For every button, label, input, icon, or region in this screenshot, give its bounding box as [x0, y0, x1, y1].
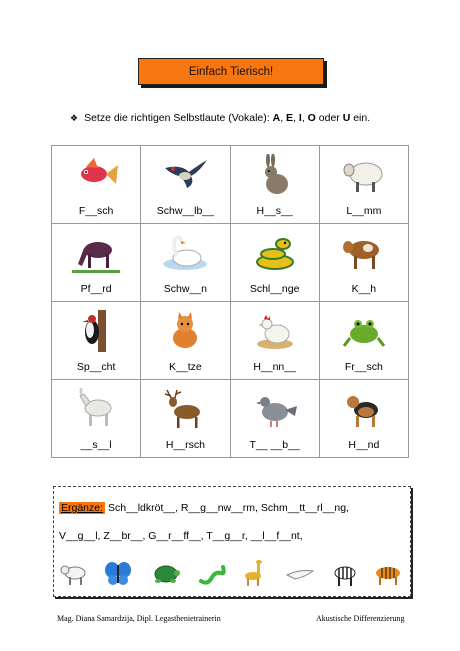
giraffe-icon — [241, 559, 271, 587]
vowel-a: A — [272, 112, 281, 124]
snake-icon — [251, 232, 299, 274]
word-gap: H__rsch — [165, 439, 205, 451]
bird-icon — [285, 559, 315, 587]
pigeon-icon — [251, 388, 299, 430]
cow-icon — [59, 559, 89, 587]
word-gap: K__tze — [169, 361, 202, 373]
word-gap: Fr__sch — [344, 361, 383, 373]
footer-author: Mag. Diana Samardzija, Dipl. Legasthenietrainerin — [57, 614, 221, 623]
word-gap: T__ __b__ — [249, 439, 300, 451]
vowel-i: I — [298, 112, 302, 124]
grid-cell — [319, 146, 408, 224]
sheep-icon — [340, 154, 388, 196]
cat-icon — [161, 310, 209, 352]
dog-icon — [340, 388, 388, 430]
ergaenze-line-1 — [59, 502, 349, 514]
tiger-icon — [373, 559, 403, 587]
grid-cell — [319, 302, 408, 380]
grid-cell — [230, 380, 319, 458]
hen-icon — [251, 310, 299, 352]
word-gap: H__nd — [348, 439, 380, 451]
grid-cell — [319, 224, 408, 302]
ergaenze-words-2: V__g__l, Z__br__, G__r__ff__, T__g__r, __l__f__nt, — [59, 530, 303, 542]
grid-row — [52, 302, 409, 380]
swallow-icon — [161, 154, 209, 196]
grid-cell — [230, 302, 319, 380]
frog-icon — [340, 310, 388, 352]
woodpecker-icon — [72, 310, 120, 352]
swan-icon — [161, 232, 209, 274]
word-gap: F__sch — [78, 205, 114, 217]
grid-cell — [52, 146, 141, 224]
donkey-icon — [72, 388, 120, 430]
word-gap: K__h — [351, 283, 377, 295]
separator: , — [301, 112, 308, 124]
separator: , — [293, 112, 299, 124]
grid-cell — [52, 380, 141, 458]
separator: , — [280, 112, 287, 124]
word-gap: H__s__ — [256, 205, 293, 217]
footer-topic: Akustische Differenzierung — [316, 614, 405, 623]
word-gap: Schw__n — [163, 283, 207, 295]
grid-cell — [141, 146, 230, 224]
horse-icon — [72, 232, 120, 274]
word-gap: Pf__rd — [80, 283, 112, 295]
instruction-line — [70, 111, 410, 125]
grid-cell — [52, 224, 141, 302]
instruction-end: ein. — [350, 112, 371, 124]
grid-row — [52, 146, 409, 224]
worksheet-title — [138, 58, 324, 85]
grid-cell — [141, 380, 230, 458]
vowel-u: U — [342, 112, 351, 124]
vowel-e: E — [286, 112, 294, 124]
word-gap: __s__l — [80, 439, 112, 451]
grid-cell — [141, 302, 230, 380]
word-oder: oder — [315, 112, 343, 124]
butterfly-icon — [103, 559, 133, 587]
grid-cell — [52, 302, 141, 380]
grid-cell — [319, 380, 408, 458]
animal-grid — [51, 145, 409, 458]
word-gap: H__nn__ — [253, 361, 296, 373]
ergaenze-words-1: Sch__ldkröt__, R__g__nw__rm, Schm__tt__rl__ng, — [105, 502, 350, 514]
grid-row — [52, 380, 409, 458]
ergaenze-box — [53, 486, 411, 597]
cow-icon — [340, 232, 388, 274]
ergaenze-pictures — [59, 559, 404, 593]
grid-cell — [141, 224, 230, 302]
instruction-text: Setze die richtigen Selbstlaute (Vokale): — [84, 112, 273, 124]
ergaenze-label: Ergänze: — [61, 502, 104, 514]
vowel-o: O — [307, 112, 316, 124]
worm-icon — [197, 559, 227, 587]
title-text: Einfach Tierisch! — [188, 65, 274, 78]
fish-icon — [72, 154, 120, 196]
deer-icon — [161, 388, 209, 430]
word-gap: L__mm — [346, 205, 382, 217]
grid-cell — [230, 224, 319, 302]
word-gap: Schw__lb__ — [156, 205, 214, 217]
bullet-icon: ❖ — [70, 113, 79, 123]
zebra-icon — [329, 559, 359, 587]
rabbit-icon — [251, 154, 299, 196]
word-gap: Schl__nge — [249, 283, 300, 295]
grid-cell — [230, 146, 319, 224]
word-gap: Sp__cht — [76, 361, 116, 373]
turtle-icon — [151, 559, 181, 587]
grid-row — [52, 224, 409, 302]
